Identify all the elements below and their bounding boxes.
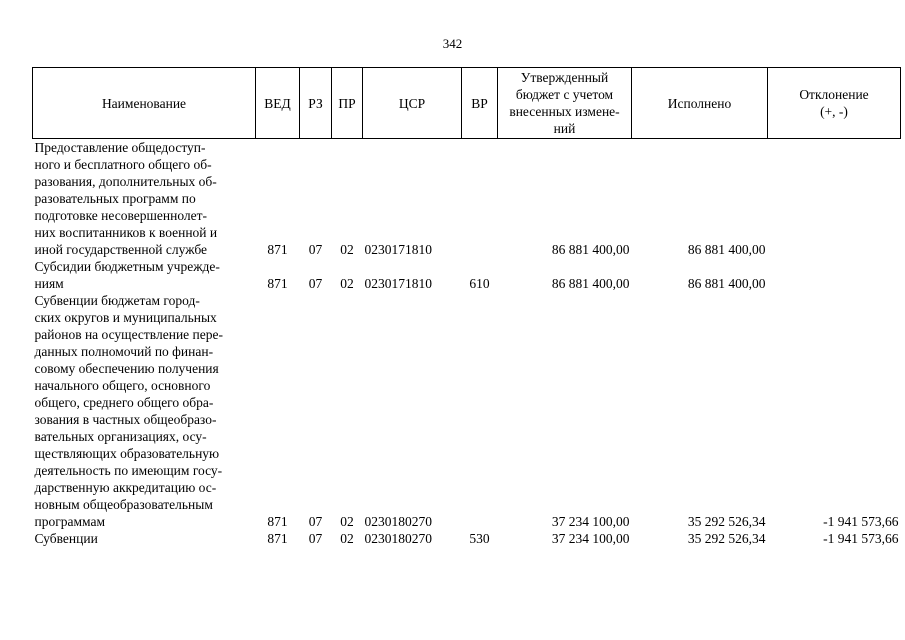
- budget-execution-table: [32, 67, 901, 547]
- cell-deviation: [768, 258, 901, 292]
- name-line: вательных организациях, осу-: [34, 429, 207, 444]
- name-line: данных полномочий по финан-: [34, 344, 214, 359]
- cell-pr: 02: [340, 531, 354, 546]
- cell-deviation: -1 941 573,66: [823, 531, 899, 546]
- table-header-row: [33, 68, 901, 139]
- name-line: Субвенции: [34, 531, 98, 546]
- cell-ved: 871: [267, 242, 288, 257]
- cell-ved: 871: [267, 531, 288, 546]
- header-pr: ПР: [332, 68, 363, 139]
- header-rz: РЗ: [300, 68, 332, 139]
- header-ved: ВЕД: [256, 68, 300, 139]
- name-line: ниям: [34, 276, 64, 291]
- name-line: программам: [34, 514, 106, 529]
- name-line: ских округов и муниципальных: [34, 310, 217, 325]
- cell-name: [33, 530, 256, 547]
- name-line: подготовке несовершеннолет-: [34, 208, 208, 223]
- name-line: Субвенции бюджетам город-: [34, 293, 200, 308]
- cell-name: [33, 258, 256, 292]
- cell-csr: 0230171810: [364, 276, 432, 291]
- name-line: иной государственной службе: [34, 242, 208, 257]
- cell-pr: 02: [340, 242, 354, 257]
- cell-deviation: [768, 139, 901, 259]
- name-line: разования, дополнительных об-: [34, 174, 217, 189]
- header-deviation: Отклонение (+, -): [768, 68, 901, 139]
- name-line: зования в частных общеобразо-: [34, 412, 217, 427]
- table-row: [33, 139, 901, 259]
- table-row: [33, 292, 901, 530]
- name-line: дарственную аккредитацию ос-: [34, 480, 217, 495]
- name-line: совому обеспечению получения: [34, 361, 219, 376]
- name-line: ного и бесплатного общего об-: [34, 157, 212, 172]
- name-line: деятельность по имеющим госу-: [34, 463, 223, 478]
- cell-executed: 35 292 526,34: [687, 531, 766, 546]
- cell-approved: 86 881 400,00: [551, 276, 630, 291]
- cell-name: [33, 292, 256, 530]
- cell-vr: 530: [469, 531, 490, 546]
- header-csr: ЦСР: [363, 68, 462, 139]
- cell-csr: 0230180270: [364, 531, 432, 546]
- cell-vr: [462, 292, 498, 530]
- name-line: районов на осуществление пере-: [34, 327, 223, 342]
- cell-vr: 610: [469, 276, 490, 291]
- cell-csr: 0230180270: [364, 514, 432, 529]
- cell-approved: 86 881 400,00: [551, 242, 630, 257]
- name-line: начального общего, основного: [34, 378, 211, 393]
- name-line: новным общеобразовательным: [34, 497, 213, 512]
- name-line: общего, среднего общего обра-: [34, 395, 214, 410]
- cell-executed: 86 881 400,00: [687, 242, 766, 257]
- cell-approved: 37 234 100,00: [551, 514, 630, 529]
- cell-pr: 02: [340, 276, 354, 291]
- page-number: 342: [442, 36, 463, 51]
- cell-rz: 07: [308, 514, 323, 529]
- cell-deviation: -1 941 573,66: [823, 514, 899, 529]
- name-line: Субсидии бюджетным учрежде-: [34, 259, 220, 274]
- cell-vr: [462, 139, 498, 259]
- table-row: [33, 530, 901, 547]
- cell-rz: 07: [308, 242, 323, 257]
- cell-executed: 35 292 526,34: [687, 514, 766, 529]
- cell-executed: 86 881 400,00: [687, 276, 766, 291]
- cell-rz: 07: [308, 531, 323, 546]
- table-row: [33, 258, 901, 292]
- name-line: ществляющих образовательную: [34, 446, 220, 461]
- header-executed: Исполнено: [632, 68, 768, 139]
- name-line: них воспитанников к военной и: [34, 225, 218, 240]
- header-vr: ВР: [462, 68, 498, 139]
- cell-ved: 871: [267, 276, 288, 291]
- cell-ved: 871: [267, 514, 288, 529]
- cell-rz: 07: [308, 276, 323, 291]
- cell-pr: 02: [340, 514, 354, 529]
- cell-approved: 37 234 100,00: [551, 531, 630, 546]
- header-approved: Утвержденный бюджет с учетом внесенных измене- ний: [498, 68, 632, 139]
- header-name: Наименование: [33, 68, 256, 139]
- name-line: Предоставление общедоступ-: [34, 140, 206, 155]
- cell-csr: 0230171810: [364, 242, 432, 257]
- name-line: разовательных программ по: [34, 191, 196, 206]
- cell-name: [33, 139, 256, 259]
